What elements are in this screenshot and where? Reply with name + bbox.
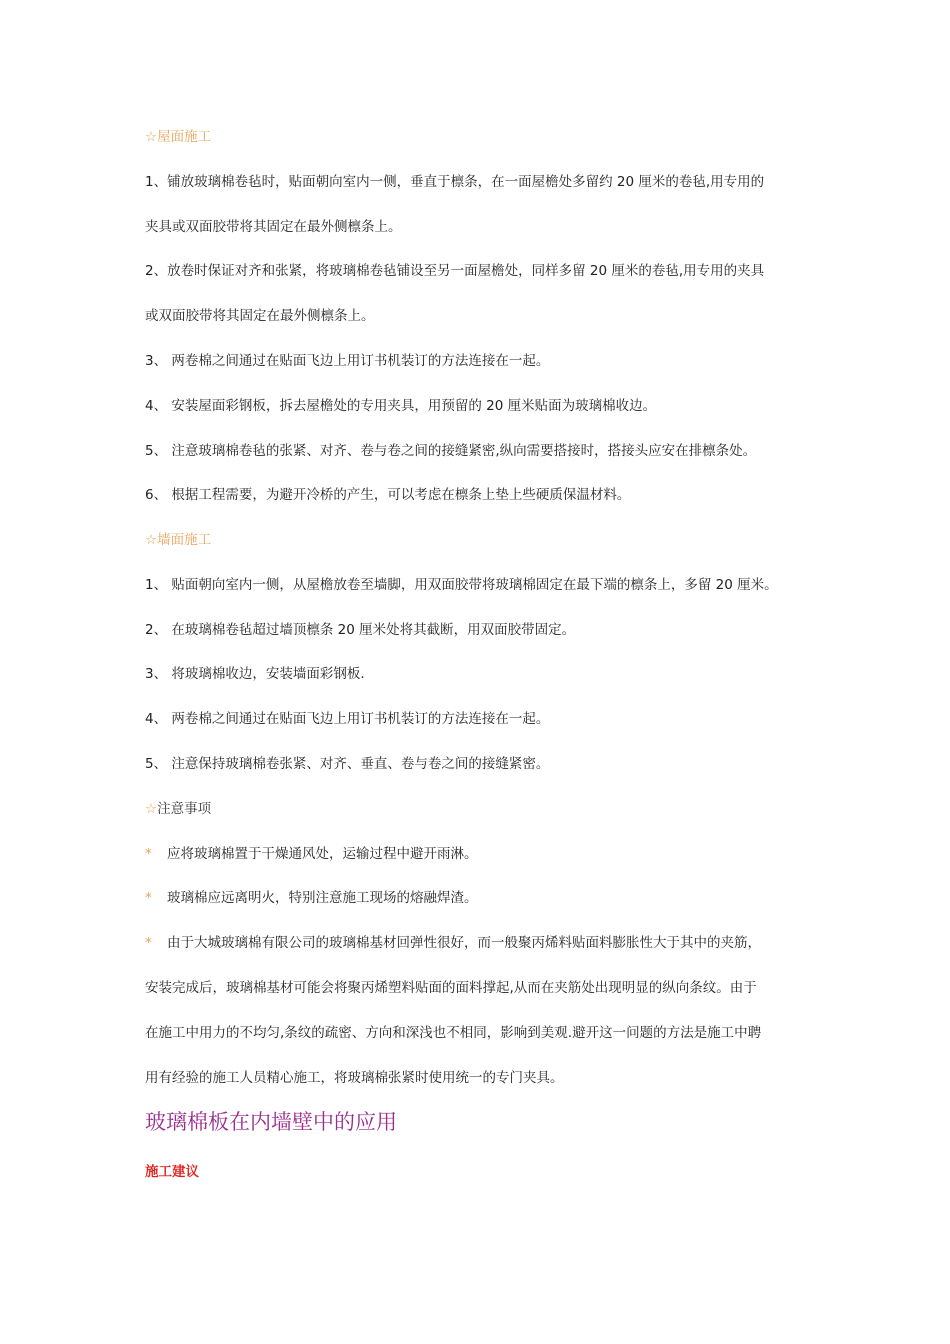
notes-heading [145,799,825,819]
notes-item-3-line-3: 在施工中用力的不均匀,条纹的疏密、方向和深浅也不相同，影响到美观.避开这一问题的方法是施工中聘 [145,1025,762,1041]
roof-paragraph-6: 6、 根据工程需要，为避开冷桥的产生，可以考虑在檩条上垫上些硬质保温材料。 [145,487,631,503]
wall-paragraph-4: 4、 两卷棉之间通过在贴面飞边上用订书机装订的方法连接在一起。 [145,711,550,727]
notes-item-2 [145,888,825,908]
wall-paragraph-1: 1、 贴面朝向室内一侧，从屋檐放卷至墙脚，用双面胶带将玻璃棉固定在最下端的檩条上，多留 20 厘米。 [145,577,778,593]
section-title: 玻璃棉板在内墙壁中的应用 [145,1110,397,1134]
wall-heading: ☆墙面施工 [145,532,212,548]
wall-paragraph-3: 3、 将玻璃棉收边，安装墙面彩钢板. [145,666,365,682]
wall-paragraph-5: 5、 注意保持玻璃棉卷张紧、对齐、垂直、卷与卷之间的接缝紧密。 [145,756,550,772]
roof-paragraph-4: 4、 安装屋面彩钢板，拆去屋檐处的专用夹具，用预留的 20 厘米贴面为玻璃棉收边。 [145,398,657,414]
notes-item-3-line-4: 用有经验的施工人员精心施工，将玻璃棉张紧时使用统一的专门夹具。 [145,1070,564,1086]
asterisk-bullet-icon: * [145,890,152,906]
roof-paragraph-5: 5、 注意玻璃棉卷毡的张紧、对齐、卷与卷之间的接缝紧密,纵向需要搭接时，搭接头应安在排檩条处。 [145,443,757,459]
roof-paragraph-3: 3、 两卷棉之间通过在贴面飞边上用订书机装订的方法连接在一起。 [145,353,550,369]
section-subtitle: 施工建议 [145,1164,199,1180]
asterisk-bullet-icon: * [145,935,152,951]
notes-item-1 [145,844,825,864]
notes-item-2-text: 玻璃棉应远离明火，特别注意施工现场的熔融焊渣。 [167,890,478,906]
notes-item-3-line-2: 安装完成后，玻璃棉基材可能会将聚丙烯塑料贴面的面料撑起,从而在夹筋处出现明显的纵向条纹。由于 [145,980,757,996]
roof-heading: ☆屋面施工 [145,129,212,145]
roof-paragraph-1-line-1: 1、铺放玻璃棉卷毡时，贴面朝向室内一侧，垂直于檩条，在一面屋檐处多留约 20 厘米的卷毡,用专用的 [145,174,765,190]
asterisk-bullet-icon: * [145,846,152,862]
notes-item-3-line-1 [145,933,825,953]
star-icon: ☆ [145,801,158,817]
roof-paragraph-2-line-2: 或双面胶带将其固定在最外侧檩条上。 [145,308,375,324]
notes-item-3-text-1: 由于大城玻璃棉有限公司的玻璃棉基材回弹性很好，而一般聚丙烯料贴面料膨胀性大于其中的夹筋， [167,935,761,951]
roof-paragraph-2-line-1: 2、放卷时保证对齐和张紧，将玻璃棉卷毡铺设至另一面屋檐处，同样多留 20 厘米的卷毡,用专用的夹具 [145,263,765,279]
notes-item-1-text: 应将玻璃棉置于干燥通风处，运输过程中避开雨淋。 [167,846,478,862]
wall-paragraph-2: 2、 在玻璃棉卷毡超过墙顶檩条 20 厘米处将其截断，用双面胶带固定。 [145,622,576,638]
notes-heading-text: 注意事项 [157,801,212,817]
roof-paragraph-1-line-2: 夹具或双面胶带将其固定在最外侧檩条上。 [145,219,402,235]
